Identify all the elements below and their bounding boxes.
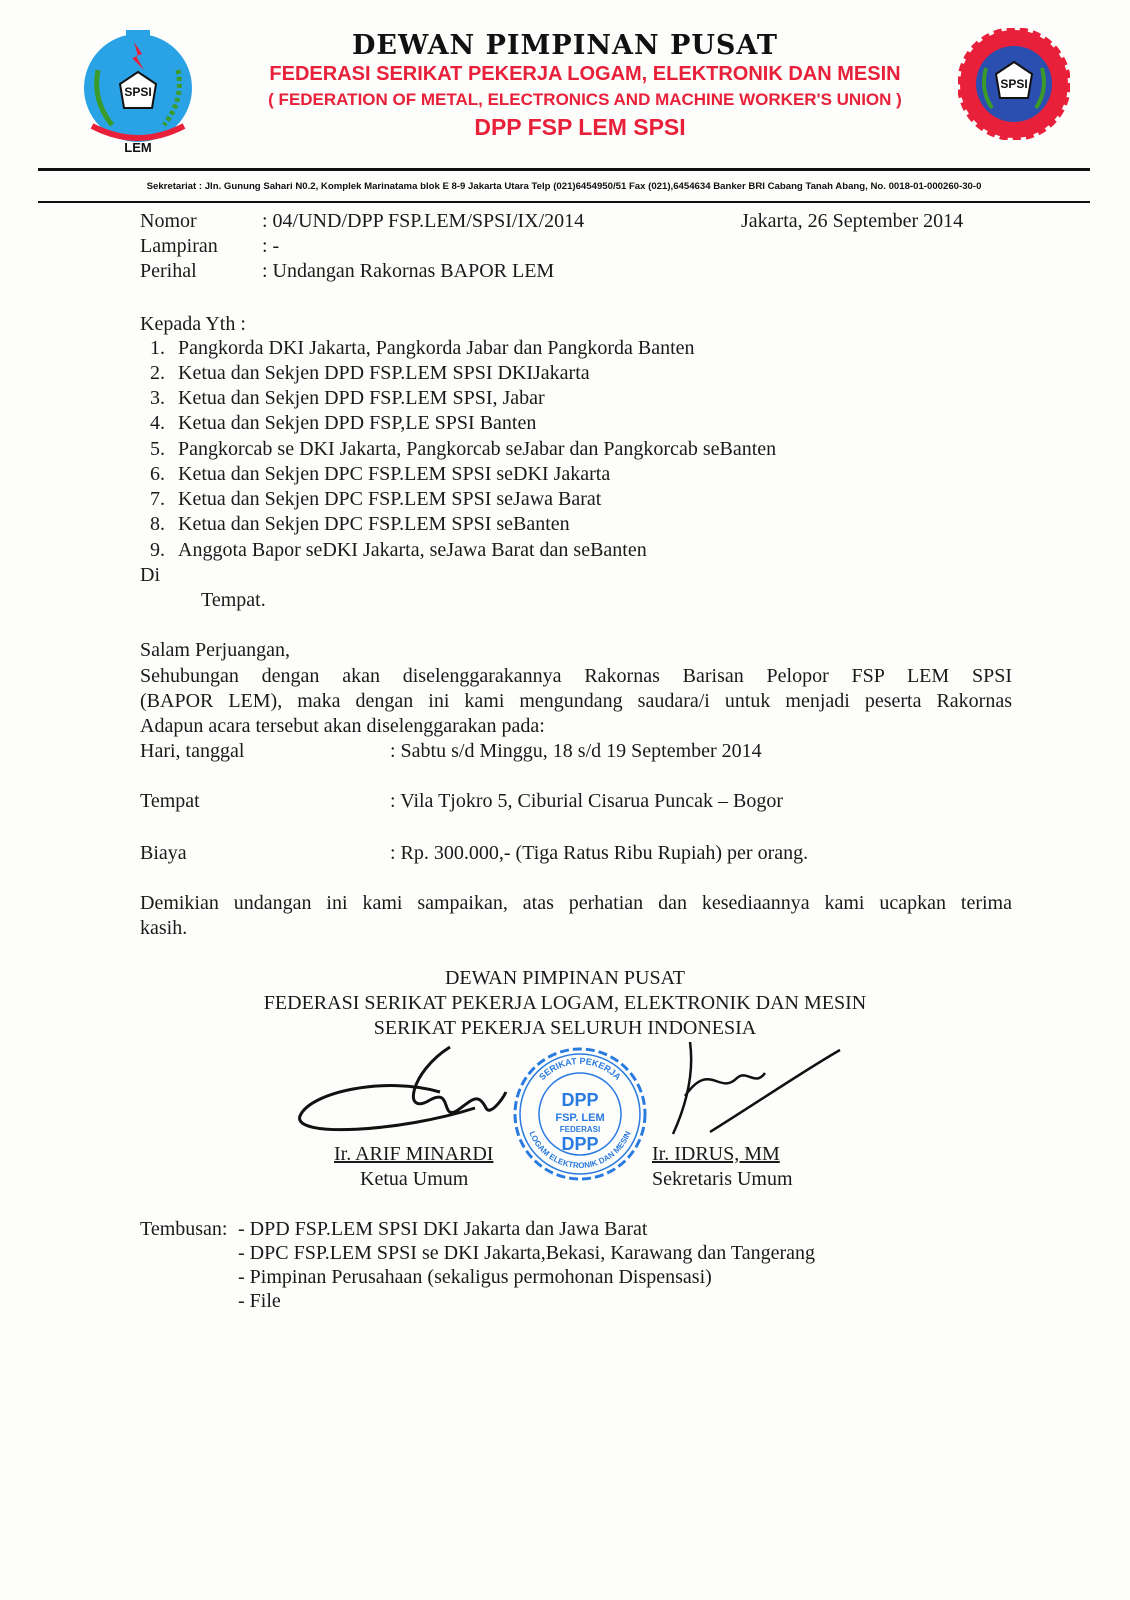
signature-org-line: SERIKAT PEKERJA SELURUH INDONESIA xyxy=(373,1017,757,1039)
left-signature xyxy=(290,1042,510,1140)
list-item: Ketua dan Sekjen DPD FSP.LEM SPSI, Jabar xyxy=(178,387,545,409)
right-logo-text: SPSI xyxy=(1000,77,1028,91)
secretariat-address: Sekretariat : Jln. Gunung Sahari N0.2, Komplek Marinatama blok E 8-9 Jakarta Utara Telp (021)6454950/51 Fax (021),6454634 Banker BRI Cabang Tanah Abang, No. 0018-01-000260-30-0 xyxy=(146,181,982,192)
list-number: 8. xyxy=(150,513,165,535)
left-signatory-title: Ketua Umum xyxy=(360,1168,469,1190)
header-rule-top xyxy=(38,168,1090,171)
paragraph-line: (BAPOR LEM), maka dengan ini kami mengundang saudara/i untuk menjadi peserta Rakornas xyxy=(140,690,1012,712)
tembusan-item: - DPD FSP.LEM SPSI DKI Jakarta dan Jawa Barat xyxy=(238,1218,648,1240)
letter-date: Jakarta, 26 September 2014 xyxy=(741,210,964,232)
recipients-heading: Kepada Yth : xyxy=(140,313,246,335)
tembusan-item: - Pimpinan Perusahaan (sekaligus permohonan Dispensasi) xyxy=(238,1266,712,1288)
list-item: Ketua dan Sekjen DPC FSP.LEM SPSI seDKI Jakarta xyxy=(178,463,611,485)
list-item: Ketua dan Sekjen DPD FSP.LEM SPSI DKIJakarta xyxy=(178,362,590,384)
lampiran-value: : - xyxy=(262,235,280,257)
stamp-center: FSP. LEM xyxy=(555,1112,605,1124)
left-logo-text: SPSI xyxy=(124,85,152,99)
list-item: Ketua dan Sekjen DPD FSP,LE SPSI Banten xyxy=(178,412,537,434)
closing-line: Demikian undangan ini kami sampaikan, atas perhatian dan kesediaannya kami ucapkan terima xyxy=(140,892,1012,914)
left-logo-caption: LEM xyxy=(124,140,152,155)
right-signatory-name: Ir. IDRUS, MM xyxy=(652,1143,780,1165)
paragraph-line: Sehubungan dengan akan diselenggarakannya Rakornas Barisan Pelopor FSP LEM SPSI xyxy=(140,665,1012,687)
stamp-ring-top: SERIKAT PEKERJA xyxy=(537,1055,623,1083)
lampiran-label: Lampiran xyxy=(140,235,218,257)
tembusan-item: - File xyxy=(238,1290,281,1312)
list-number: 9. xyxy=(150,539,165,561)
stamp-ring-bottom: LOGAM ELEKTRONIK DAN MESIN xyxy=(527,1129,633,1171)
list-number: 4. xyxy=(150,412,165,434)
list-item: Ketua dan Sekjen DPC FSP.LEM SPSI seJawa Barat xyxy=(178,488,602,510)
right-signature xyxy=(655,1042,845,1140)
right-signatory-title: Sekretaris Umum xyxy=(652,1168,793,1190)
short-name: DPP FSP LEM SPSI xyxy=(474,114,686,140)
list-item: Anggota Bapor seDKI Jakarta, seJawa Barat dan seBanten xyxy=(178,539,647,561)
list-number: 7. xyxy=(150,488,165,510)
tembusan-label: Tembusan: xyxy=(140,1218,228,1240)
di-label: Di xyxy=(140,564,160,586)
biaya-label: Biaya xyxy=(140,842,187,864)
stamp-big-2: DPP xyxy=(561,1134,599,1154)
list-number: 5. xyxy=(150,438,165,460)
greeting: Salam Perjuangan, xyxy=(140,639,290,661)
closing-line: kasih. xyxy=(140,917,188,939)
nomor-value: : 04/UND/DPP FSP.LEM/SPSI/IX/2014 xyxy=(262,210,585,232)
federation-name: FEDERASI SERIKAT PEKERJA LOGAM, ELEKTRONIK DAN MESIN xyxy=(269,63,901,85)
nomor-label: Nomor xyxy=(140,210,197,232)
stamp-left: FEDERASI xyxy=(559,1125,601,1134)
signature-org-line: DEWAN PIMPINAN PUSAT xyxy=(444,967,686,989)
tembusan-item: - DPC FSP.LEM SPSI se DKI Jakarta,Bekasi, Karawang dan Tangerang xyxy=(238,1242,816,1264)
hari-label: Hari, tanggal xyxy=(140,740,245,762)
list-number: 3. xyxy=(150,387,165,409)
svg-text:SERIKAT PEKERJA xyxy=(537,1056,623,1082)
list-number: 2. xyxy=(150,362,165,384)
tempat-label: Tempat. xyxy=(201,589,266,611)
list-item: Pangkorda DKI Jakarta, Pangkorda Jabar dan Pangkorda Banten xyxy=(178,337,695,359)
list-item: Ketua dan Sekjen DPC FSP.LEM SPSI seBanten xyxy=(178,513,570,535)
tempat-detail-label: Tempat xyxy=(140,790,200,812)
federation-name-en: ( FEDERATION OF METAL, ELECTRONICS AND MACHINE WORKER'S UNION ) xyxy=(268,90,902,109)
list-number: 1. xyxy=(150,337,165,359)
hari-value: : Sabtu s/d Minggu, 18 s/d 19 September 2014 xyxy=(390,740,762,762)
official-stamp xyxy=(512,1046,648,1182)
list-item: Pangkorcab se DKI Jakarta, Pangkorcab seJabar dan Pangkorcab seBanten xyxy=(178,438,777,460)
list-number: 6. xyxy=(150,463,165,485)
letterhead-title: DEWAN PIMPINAN PUSAT xyxy=(352,30,778,61)
paragraph-line: Adapun acara tersebut akan diselenggarakan pada: xyxy=(140,715,545,737)
header-rule-bottom xyxy=(38,201,1090,203)
perihal-value: : Undangan Rakornas BAPOR LEM xyxy=(262,260,555,282)
biaya-value: : Rp. 300.000,- (Tiga Ratus Ribu Rupiah) per orang. xyxy=(390,842,809,864)
left-signatory-name: Ir. ARIF MINARDI xyxy=(334,1143,494,1165)
stamp-big: DPP xyxy=(561,1090,599,1110)
signature-org-line: FEDERASI SERIKAT PEKERJA LOGAM, ELEKTRONIK DAN MESIN xyxy=(263,992,867,1014)
perihal-label: Perihal xyxy=(140,260,197,282)
tempat-detail-value: : Vila Tjokro 5, Ciburial Cisarua Puncak – Bogor xyxy=(390,790,784,812)
